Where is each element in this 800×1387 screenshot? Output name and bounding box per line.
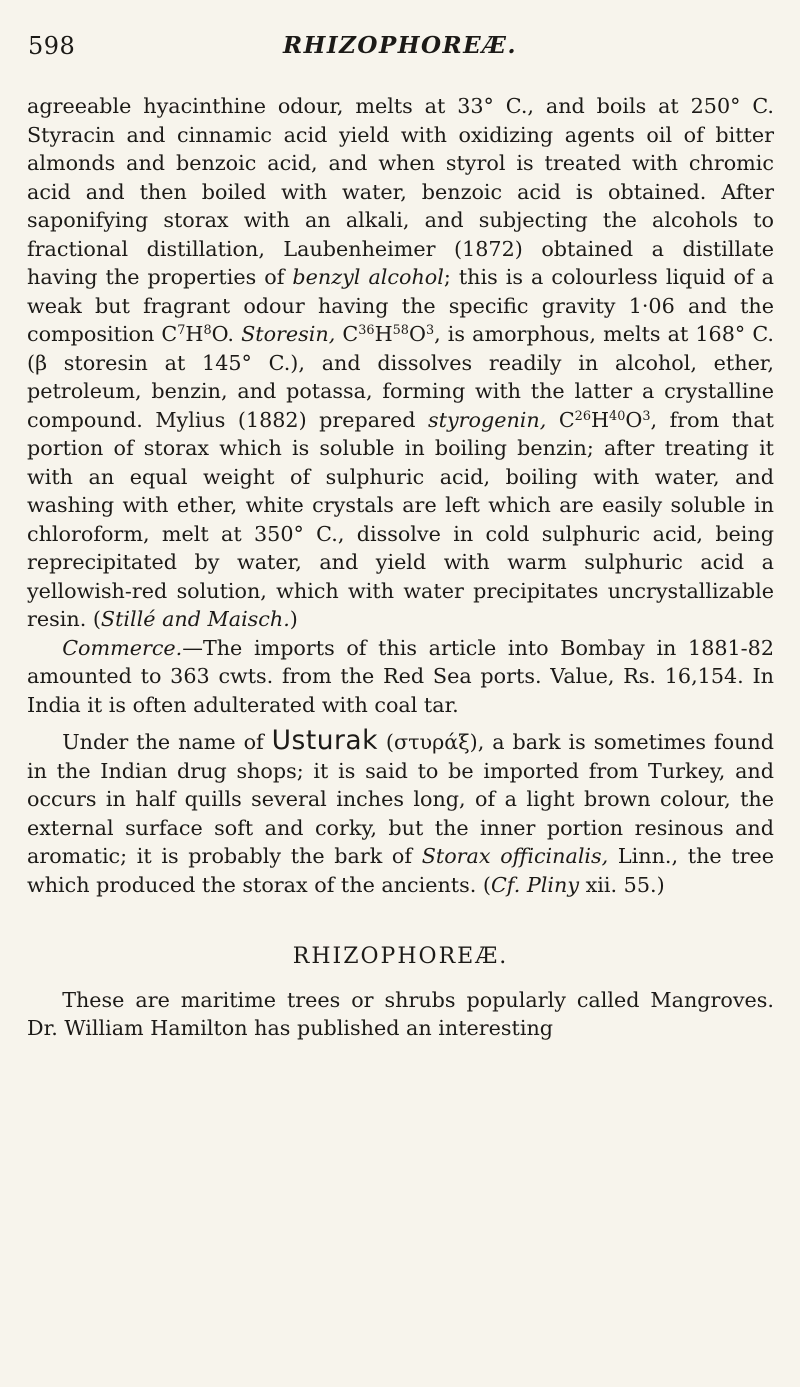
formula-subscript: 3 [425,322,435,338]
formula-subscript: 8 [203,322,212,338]
page-header [28,32,772,72]
formula-subscript: 7 [177,322,186,338]
storesin-term: Storesin, [241,322,336,346]
section-heading: RHIZOPHOREÆ. [292,944,509,969]
species-name: Storax officinalis, [421,844,609,868]
commerce-lead: Commerce. [62,635,183,660]
greek-term: (στυράξ) [377,730,478,754]
formula-subscript: 26 [574,408,591,424]
citation-authors: Stillé and Maisch. [100,607,290,631]
formula-subscript: 3 [642,408,651,424]
paragraph-usturak: Under the name of Usturak (στυράξ), a bark is sometimes found in the Indian drug shops; it is said to be imported from Turkey, and occurs in half quills several inches long, of a light brown colour, the external surface soft and corky, but the inner portion resinous and aromatic; it is probably the bark of Storax officinalis, Linn., the tree which produced the storax of the ancients. (Cf. Pliny xii. 55.) [27,725,775,897]
paragraph-commerce: Commerce.—The imports of this article into Bombay in 1881-82 amounted to 363 cwts. from the Red Sea ports. Value, Rs. 16,154. In India it is often adulterated with coal tar. [27,635,774,717]
pliny-reference: Cf. Pliny [490,872,580,897]
page-number: 598 [28,32,76,60]
benzyl-alcohol-term: benzyl alcohol [292,265,444,289]
formula-subscript: 58 [392,322,409,338]
paragraph-storax-chemistry: agreeable hyacinthine odour, melts at 33° C., and boils at 250° C. Styracin and cinnamic acid yield with oxidizing agents oil of bitter almonds and benzoic acid, and when styrol is treated with chromic acid and then boiled with water, benzoic acid is obtained. After saponifying storax with an alkali, and subjecting the alcohols to fractional distillation, Laubenheimer (1872) obtained a distillate having the properties of benzyl alcohol; this is a colourless liquid of a weak but fragrant odour having the specific gravity 1·06 and the composition $C^7H^8O$. Storesin, $C^{36}H^{58}O^3$, is amorphous, melts at 168° C. (β storesin at 145° C.), and dissolves readily in alcohol, ether, petroleum, benzin, and potassa, forming with the latter a crystalline compound. Mylius (1882) prepared styrogenin, $C^{26}H^{40}O^3$, from that portion of storax which is soluble in boiling benzin; after treating it with an equal weight of sulphuric acid, boiling with water, and washing with ether, white crystals are left which are easily soluble in chloroform, melt at 350° C., dissolve in cold sulphuric acid, being reprecipitated by water, and yield with warm sulphuric acid a yellowish-red solution, which with water precipitates uncrystallizable resin. (Stillé and Maisch.) [27,94,775,631]
running-title: RHIZOPHOREÆ. [283,32,517,59]
page-body [27,92,774,1043]
paragraph-rhizophoreae: These are maritime trees or shrubs popularly called Mangroves. Dr. William Hamilton has published an interesting [27,987,774,1040]
formula-subscript: 40 [609,408,626,424]
usturak-term: Usturak [271,725,378,756]
formula-subscript: 36 [358,322,375,338]
styrogenin-term: styrogenin, [428,407,547,432]
